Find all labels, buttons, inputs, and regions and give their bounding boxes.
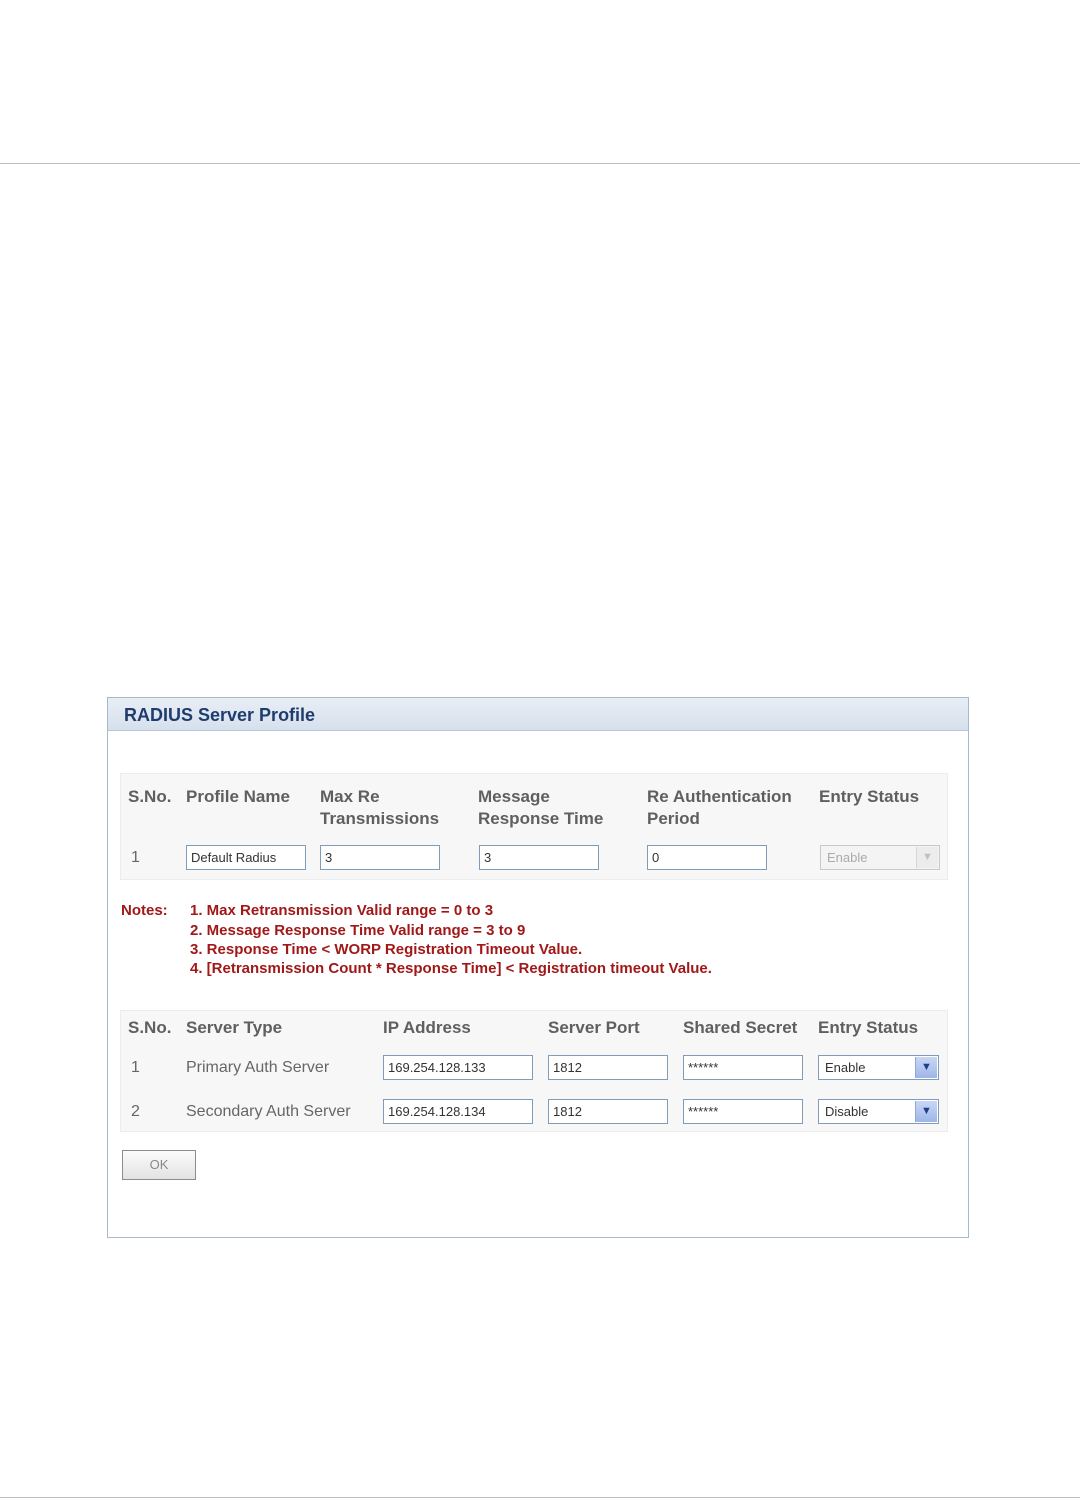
header-reauth-line1: Re Authentication — [647, 787, 792, 806]
message-response-time-input[interactable]: 3 — [479, 845, 599, 870]
secondary-secret-input[interactable]: ****** — [683, 1099, 803, 1124]
primary-ip-input[interactable]: 169.254.128.133 — [383, 1055, 533, 1080]
chevron-down-icon[interactable]: ▼ — [915, 1101, 937, 1122]
profile-name-input[interactable]: Default Radius — [186, 845, 306, 870]
primary-port-input[interactable]: 1812 — [548, 1055, 668, 1080]
bottom-divider — [0, 1497, 1080, 1498]
note-1: 1. Max Retransmission Valid range = 0 to 3 — [190, 902, 494, 919]
header-entry-status: Entry Status — [819, 787, 920, 806]
profile-entry-status-value: Enable — [827, 850, 868, 865]
header-sno: S.No. — [128, 787, 172, 806]
server-header-entry-status: Entry Status — [818, 1018, 919, 1037]
server-header-port: Server Port — [548, 1018, 640, 1037]
header-message-response-line2: Response Time — [478, 809, 604, 828]
notes-label: Notes: — [121, 902, 168, 919]
header-max-retransmissions-line1: Max Re — [320, 787, 380, 806]
header-profile-name: Profile Name — [186, 787, 290, 806]
server-header-sno: S.No. — [128, 1018, 172, 1037]
reauth-period-input[interactable]: 0 — [647, 845, 767, 870]
secondary-entry-status-value: Disable — [825, 1104, 869, 1119]
server-header-secret: Shared Secret — [683, 1018, 798, 1037]
primary-entry-status-value: Enable — [825, 1060, 866, 1075]
secondary-port-input[interactable]: 1812 — [548, 1099, 668, 1124]
secondary-entry-status-select[interactable] — [818, 1099, 939, 1124]
primary-secret-input[interactable]: ****** — [683, 1055, 803, 1080]
note-4: 4. [Retransmission Count * Response Time] < Registration timeout Value. — [190, 960, 712, 977]
profile-entry-status-select — [820, 845, 940, 870]
server-row-2-sno: 2 — [131, 1103, 140, 1120]
server-header-type: Server Type — [186, 1018, 283, 1037]
note-3: 3. Response Time < WORP Registration Timeout Value. — [190, 941, 583, 958]
top-divider — [0, 163, 1080, 164]
server-row-1-type: Primary Auth Server — [186, 1059, 330, 1076]
secondary-ip-input[interactable]: 169.254.128.134 — [383, 1099, 533, 1124]
profile-row-sno: 1 — [131, 849, 140, 866]
header-message-response-line1: Message — [478, 787, 550, 806]
ok-button[interactable]: OK — [122, 1150, 196, 1180]
note-2: 2. Message Response Time Valid range = 3 to 9 — [190, 922, 526, 939]
chevron-down-icon[interactable]: ▼ — [915, 1057, 937, 1078]
primary-entry-status-select[interactable] — [818, 1055, 939, 1080]
server-row-2-type: Secondary Auth Server — [186, 1103, 351, 1120]
header-max-retransmissions-line2: Transmissions — [320, 809, 440, 828]
panel-title: RADIUS Server Profile — [108, 698, 968, 731]
max-retransmissions-input[interactable]: 3 — [320, 845, 440, 870]
server-header-ip: IP Address — [383, 1018, 471, 1037]
server-row-1-sno: 1 — [131, 1059, 140, 1076]
header-reauth-line2: Period — [647, 809, 700, 828]
chevron-down-icon: ▼ — [916, 847, 938, 868]
